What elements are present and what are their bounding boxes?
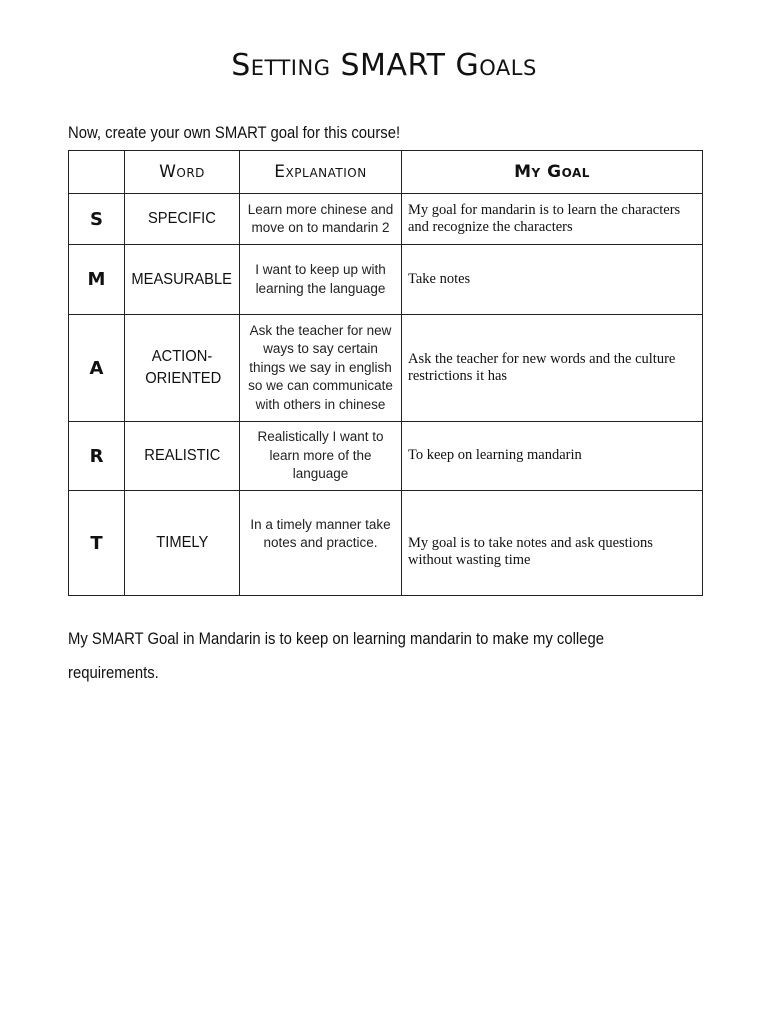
row-word [125,194,240,245]
row-explanation: Realistically I want to learn more of the language [240,422,402,491]
row-word-text: REALISTIC [143,447,221,464]
row-my-goal: Ask the teacher for new words and the culture restrictions it has [402,315,703,422]
row-letter: T [69,491,125,596]
row-letter: R [69,422,125,491]
header-explanation: Explanation [240,151,402,194]
table-row [69,245,703,315]
row-explanation: Learn more chinese and move on to mandarin 2 [240,194,402,245]
row-letter: S [69,194,125,245]
row-word [125,245,240,315]
row-word [125,491,240,596]
summary-statement [68,622,688,690]
row-word-text: TIMELY [155,534,209,551]
smart-goals-table [68,150,703,596]
summary-line-2: requirements. [68,664,159,682]
row-explanation: In a timely manner take notes and practice. [240,491,402,596]
row-my-goal: To keep on learning mandarin [402,422,703,491]
header-my-goal: My Goal [402,151,703,194]
row-word-text: SPECIFIC [148,210,216,227]
row-word [125,315,240,422]
row-my-goal: Take notes [402,245,703,315]
row-explanation: I want to keep up with learning the language [240,245,402,315]
row-letter: A [69,315,125,422]
table-row [69,491,703,596]
row-letter: M [69,245,125,315]
summary-line-1: My SMART Goal in Mandarin is to keep on learning mandarin to make my college [68,630,604,648]
intro-instruction: Now, create your own SMART goal for this course! [68,124,401,142]
row-word-text: ACTION-ORIENTED [145,348,222,387]
header-letter [69,151,125,194]
row-explanation: Ask the teacher for new ways to say certain things we say in english so we can communicate with others in chinese [240,315,402,422]
header-word: Word [125,151,240,194]
page-title: Setting SMART Goals [231,48,537,83]
row-word-text: MEASURABLE [131,270,233,288]
row-word [125,422,240,491]
row-my-goal: My goal for mandarin is to learn the characters and recognize the characters [402,194,703,245]
row-my-goal: My goal is to take notes and ask questions without wasting time [402,491,703,596]
table-row [69,422,703,491]
table-row [69,315,703,422]
table-header-row [69,151,703,194]
table-row [69,194,703,245]
